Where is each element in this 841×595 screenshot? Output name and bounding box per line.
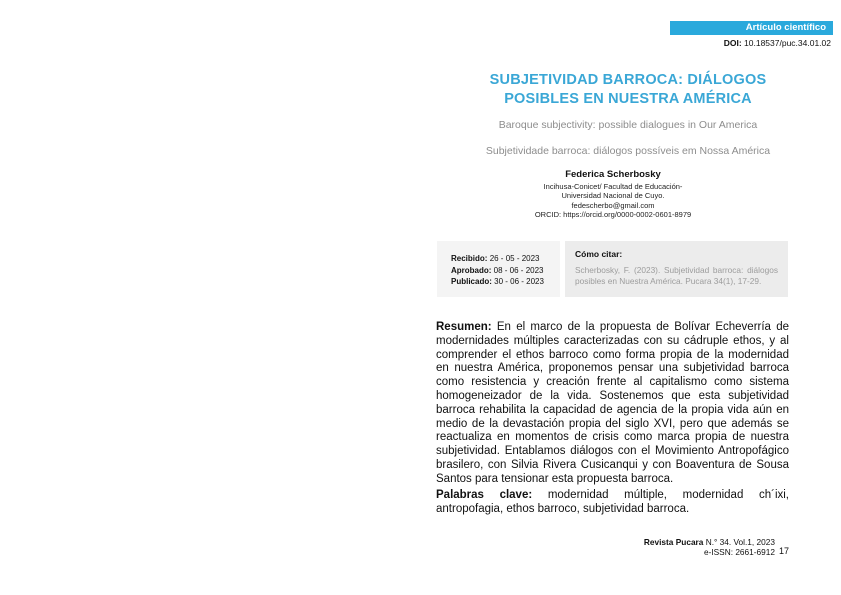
author-name: Federica Scherbosky	[565, 169, 661, 180]
article-type-badge: Artículo científico	[670, 21, 833, 35]
keywords-text: modernidad múltiple, modernidad ch´ixi, antropofagia, ethos barroco, subjetividad barroca.	[436, 489, 789, 515]
article-title	[467, 71, 789, 109]
abstract-paragraph	[436, 321, 789, 487]
date-approved-label: Aprobado:	[451, 265, 492, 275]
dates-box	[437, 241, 560, 297]
date-published-label: Publicado:	[451, 277, 492, 286]
footer-journal-issue: N.° 34. Vol.1, 2023	[703, 537, 775, 547]
date-approved-value: 08 - 06 - 2023	[493, 265, 544, 275]
keywords-paragraph	[436, 489, 789, 517]
footer-issn: e-ISSN: 2661-6912	[703, 546, 775, 557]
keywords-label: Palabras clave:	[436, 489, 533, 501]
article-title-line2: POSIBLES EN NUESTRA AMÉRICA	[504, 91, 752, 107]
subtitle-portuguese: Subjetividade barroca: diálogos possíveis em Nossa América	[485, 145, 771, 157]
citation-text: Scherbosky, F. (2023). Subjetividad barroca: diálogos posibles en Nuestra América. Pucara 34(1), 17-29.	[575, 265, 778, 286]
footer-journal-info	[644, 538, 775, 558]
citation-heading: Cómo citar:	[575, 249, 623, 259]
author-email: fedescherbo@gmail.com	[571, 200, 655, 210]
doi-value: 10.18537/puc.34.01.02	[744, 38, 831, 48]
footer-journal-name: Revista Pucara	[643, 537, 704, 547]
subtitle-english: Baroque subjectivity: possible dialogues in Our America	[498, 119, 758, 131]
date-published-value: 30 - 06 - 2023	[494, 277, 544, 286]
date-received-value: 26 - 05 - 2023	[489, 254, 540, 263]
abstract-label: Resumen:	[436, 321, 492, 333]
abstract-text: En el marco de la propuesta de Bolívar Echeverría de modernidades múltiples caracterizadas con su cádruple ethos, y al comprender el ethos barroco como forma propia de la modernidad en nuestra América, proponemos pensar una subjetividad barroca como resistencia y creación frente al capitalismo como sistema homogeneizador de la vida. Sostenemos que esta subjetividad barroca rehabilita la capacidad de agencia de la propia vida aún en medio de la devastación propia del siglo XVI, pero que además se reactualiza en momentos de crisis como marca propia de nuestra subjetividad. Entablamos diálogos con el Movimiento Antropofágico brasilero, con Silvia Rivera Cusicanqui y con Boaventura de Sousa Santos para tensionar esta propuesta barroca.	[436, 321, 789, 485]
author-affiliation-line1: Incihusa-Conicet/ Facultad de Educación-	[543, 182, 683, 191]
author-orcid: ORCID: https://orcid.org/0000-0002-0601-8979	[534, 210, 692, 220]
author-affiliation-line2: Universidad Nacional de Cuyo.	[561, 191, 665, 201]
date-published	[451, 276, 560, 288]
date-received	[451, 253, 560, 265]
article-title-line1: SUBJETIVIDAD BARROCA: DIÁLOGOS	[489, 72, 767, 88]
page-number: 17	[779, 546, 790, 556]
doi-line	[724, 38, 831, 48]
date-approved	[451, 265, 560, 277]
citation-box	[565, 241, 788, 297]
doi-label: DOI:	[723, 38, 742, 48]
date-received-label: Recibido:	[451, 254, 488, 263]
author-block	[437, 169, 789, 220]
